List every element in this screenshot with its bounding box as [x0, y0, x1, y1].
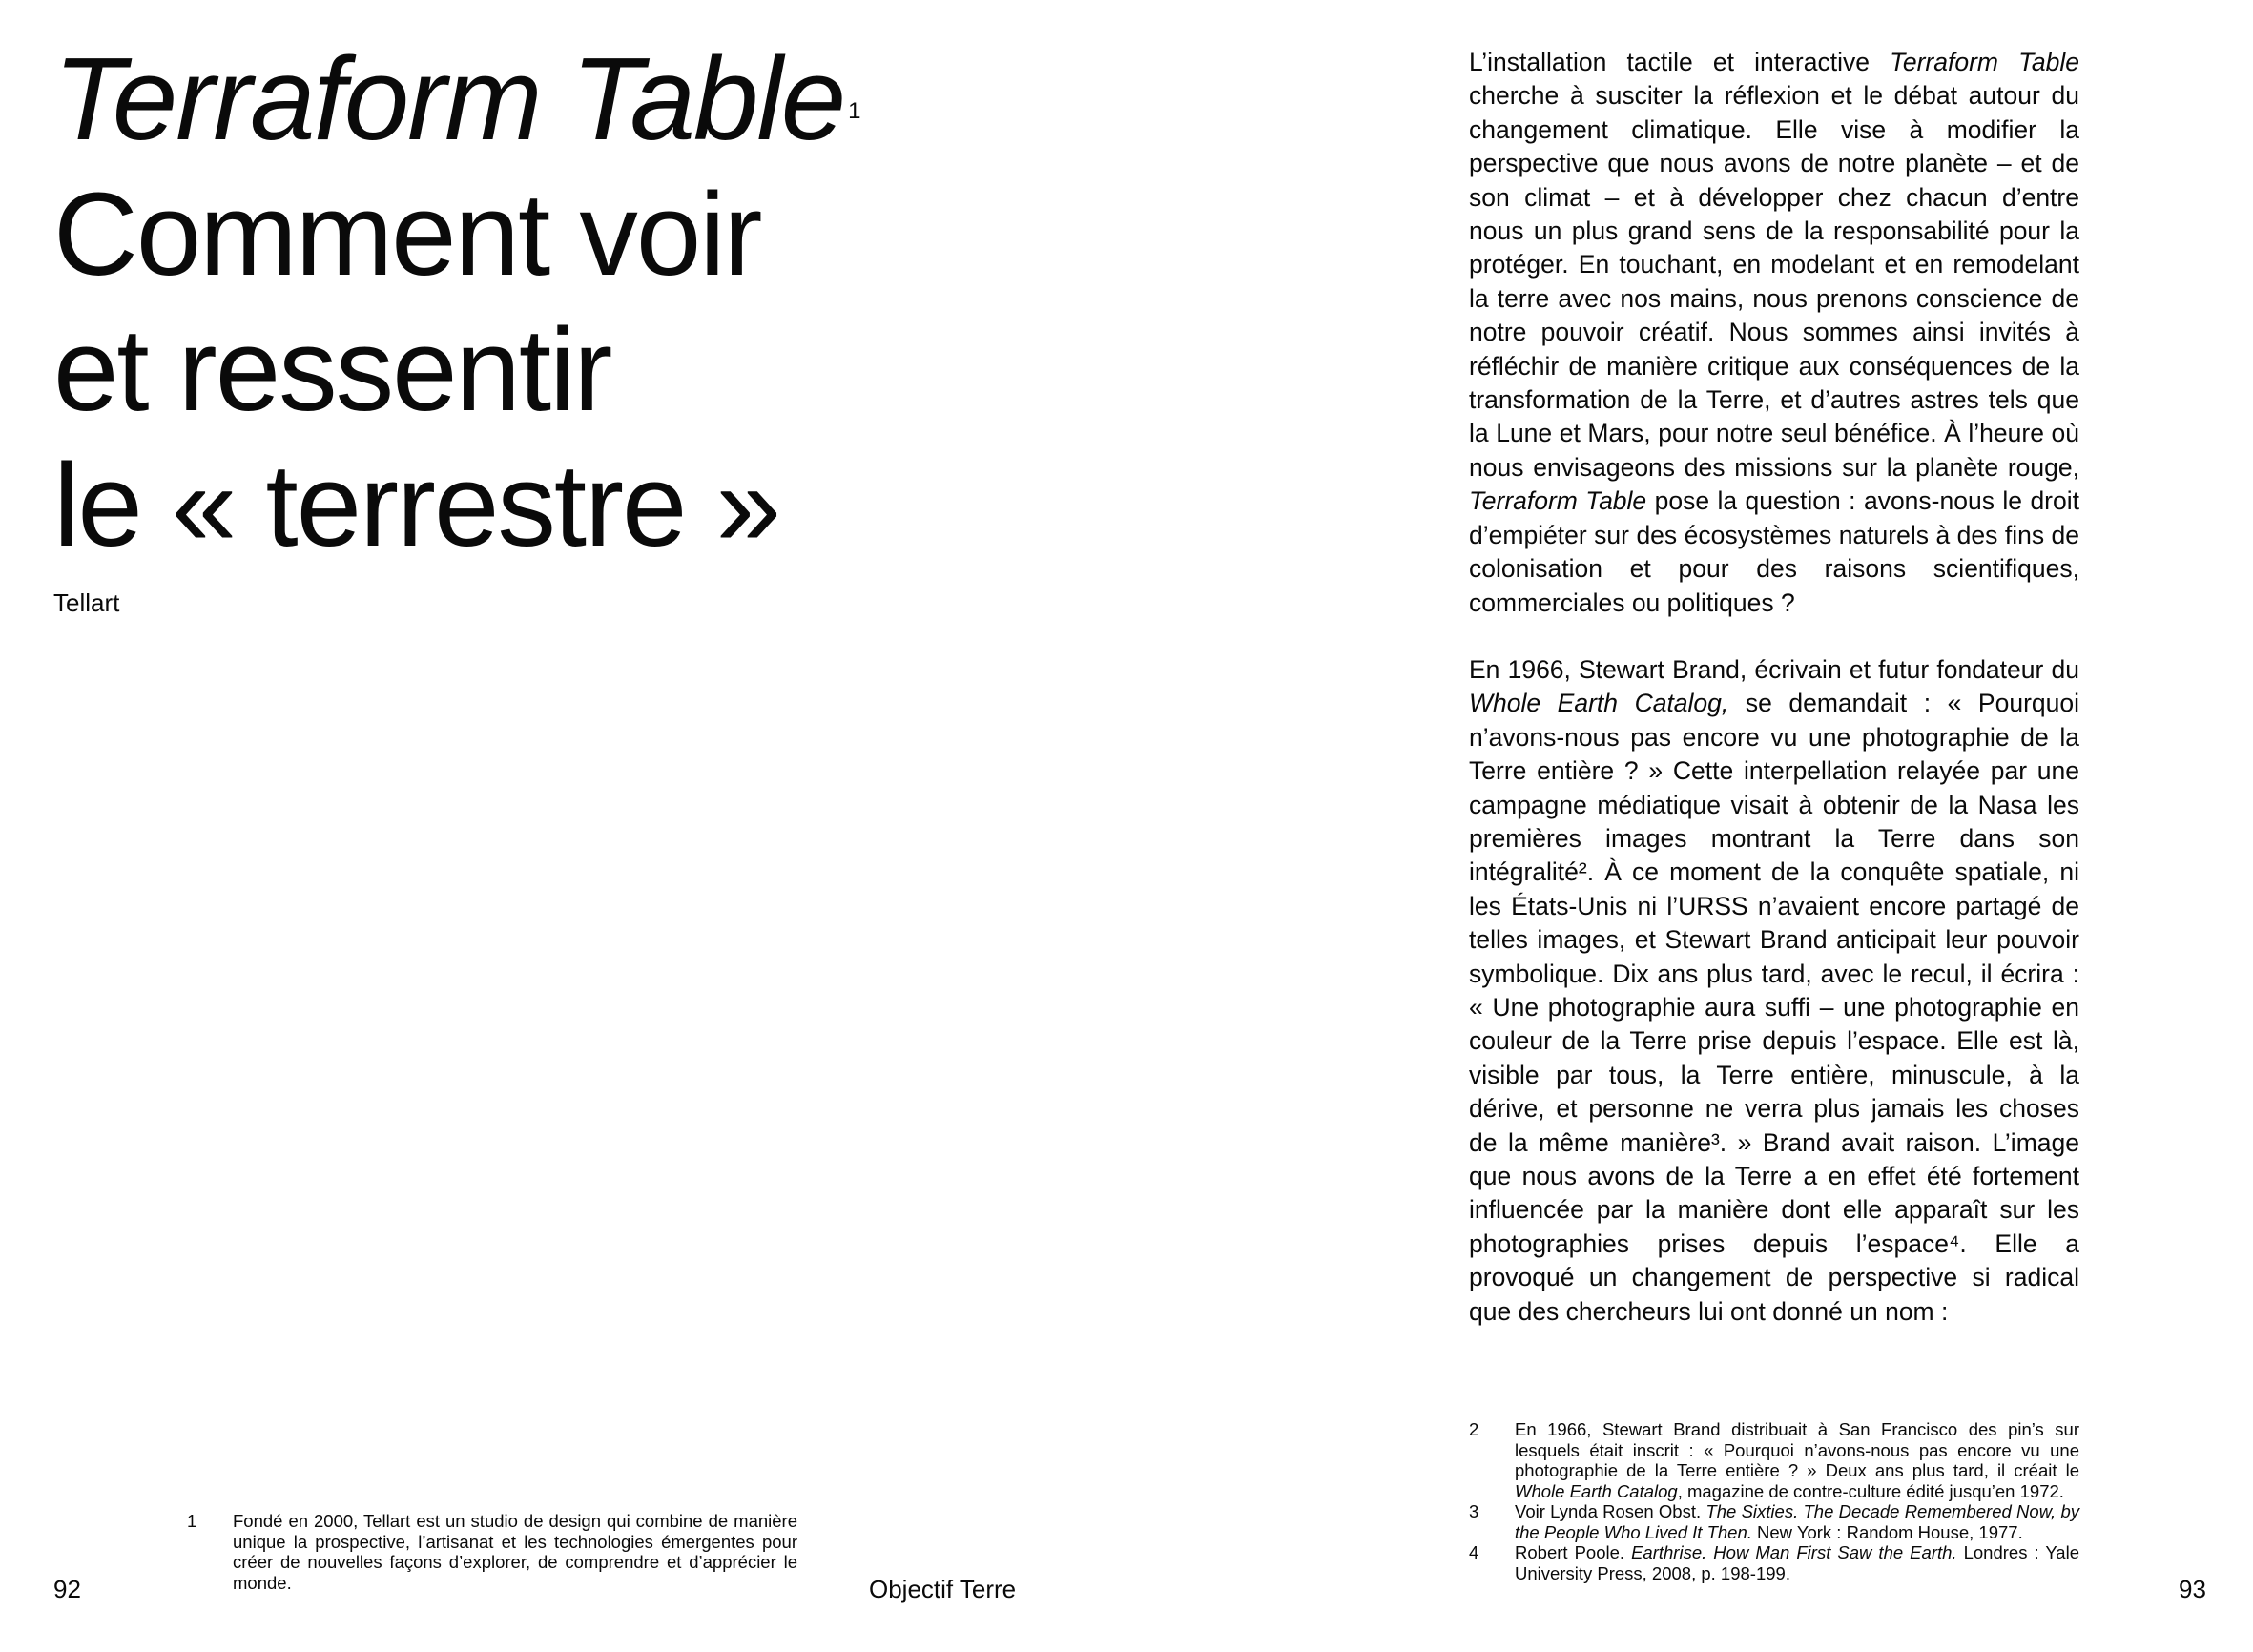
text-run: L’installation tactile et interactive — [1469, 48, 1891, 76]
text-run: Robert Poole. — [1515, 1542, 1632, 1562]
footnotes-right — [1469, 1419, 2079, 1583]
body-text — [1469, 46, 2079, 1362]
body-paragraph — [1469, 653, 2079, 1329]
footnote — [1469, 1542, 2079, 1583]
title-italic-line: Terraform Table — [53, 34, 845, 165]
footnote-text — [1515, 1419, 2079, 1501]
page-number-right: 93 — [2179, 1575, 2206, 1603]
text-run: cherche à susciter la réflexion et le débat autour du changement climatique. Elle vise à modifier la perspective que nous avons de notre planète – et de son climat – et à développer chez chacun d’entre nous un plus grand sens de la responsabilité pour la protéger. En touchant, en modelant et en remodelant la terre avec nos mains, nous prenons conscience de notre pouvoir créatif. Nous sommes ainsi invités à réfléchir de manière critique aux conséquences de la transformation de la Terre, et d’autres astres tels que la Lune et Mars, pour notre seul bénéfice. À l’heure où nous envisageons des missions sur la planète rouge, — [1469, 81, 2079, 482]
author-name: Tellart — [53, 589, 120, 617]
title-footnote-ref: 1 — [848, 98, 861, 124]
body-paragraph — [1469, 46, 2079, 620]
text-run: se demandait : « Pourquoi n’avons-nous pas encore vu une photographie de la Terre entière ? » Cette interpellation relayée par une campagne médiatique visait à obtenir de la Nasa les premières images montrant la Terre dans son intégralité². À ce moment de la conquête spatiale, ni les États-Unis ni l’URSS n’avaient encore partagé de telles images, et Stewart Brand anticipait leur pouvoir symbolique. Dix ans plus tard, avec le recul, il écrira : « Une photographie aura suffi – une photographie en couleur de la Terre prise depuis l’espace. Elle est là, visible par tous, la Terre entière, minuscule, à la dérive, et personne ne verra plus jamais les choses de la même manière³. » Brand avait raison. L’image que nous avons de la Terre a en effet été fortement influencée par la manière dont elle apparaît sur les photographies prises depuis l’espace⁴. Elle a provoqué un changement de perspective si radical que des chercheurs lui ont donné un nom : — [1469, 689, 2079, 1326]
title-line: le « terrestre » — [53, 441, 780, 571]
footnote-number: 3 — [1469, 1501, 1479, 1521]
text-run: Voir Lynda Rosen Obst. — [1515, 1501, 1706, 1521]
footnote-number: 2 — [1469, 1419, 1479, 1439]
footnote-text — [1515, 1542, 2079, 1583]
italic-text: Whole Earth Catalog, — [1469, 689, 1729, 718]
footnote-text — [1515, 1501, 2079, 1542]
title-line: Comment voir — [53, 170, 761, 300]
text-run: En 1966, Stewart Brand distribuait à San Francisco des pin’s sur lesquels était inscrit : « Pourquoi n’avons-nous pas encore vu une photographie de la Terre entière ? » Deux ans plus tard, il créait le — [1515, 1419, 2079, 1480]
footnote — [1469, 1501, 2079, 1542]
footnote — [1469, 1419, 2079, 1501]
text-run: En 1966, Stewart Brand, écrivain et futur fondateur du — [1469, 654, 2079, 684]
footnote-number: 1 — [187, 1511, 197, 1531]
running-head: Objectif Terre — [869, 1575, 1017, 1603]
footnote — [187, 1511, 797, 1593]
italic-text: The Sixties. The Decade Remembered Now, by the People Who Lived It Then. — [1515, 1501, 2080, 1542]
footnote-text: Fondé en 2000, Tellart est un studio de design qui combine de manière unique la prospective, l’artisanat et les technologies émergentes pour créer de nouvelles façons d’explorer, de comprendre et d’apprécier le monde. — [233, 1511, 797, 1593]
text-run: pose la question : avons-nous le droit d’empiéter sur des écosystèmes naturels à des fins de colonisation et pour des raisons scientifiques, commerciales ou politiques ? — [1469, 486, 2079, 617]
italic-text: Whole Earth Catalog — [1515, 1480, 1678, 1501]
italic-text: Earthrise. How Man First Saw the Earth. — [1631, 1542, 1957, 1562]
article-title — [53, 32, 969, 574]
text-run: Londres : Yale University Press, 2008, p. 198-199. — [1515, 1542, 2079, 1583]
footnote-number: 4 — [1469, 1542, 1479, 1562]
text-run: New York : Random House, 1977. — [1751, 1521, 2023, 1542]
italic-text: Terraform Table — [1469, 486, 1647, 516]
italic-text: Terraform Table — [1890, 48, 2079, 76]
page-number-left: 92 — [53, 1575, 81, 1603]
text-run: , magazine de contre-culture édité jusqu’en 1972. — [1677, 1480, 2064, 1501]
title-line: et ressentir — [53, 305, 611, 436]
footnotes-left — [187, 1511, 797, 1593]
